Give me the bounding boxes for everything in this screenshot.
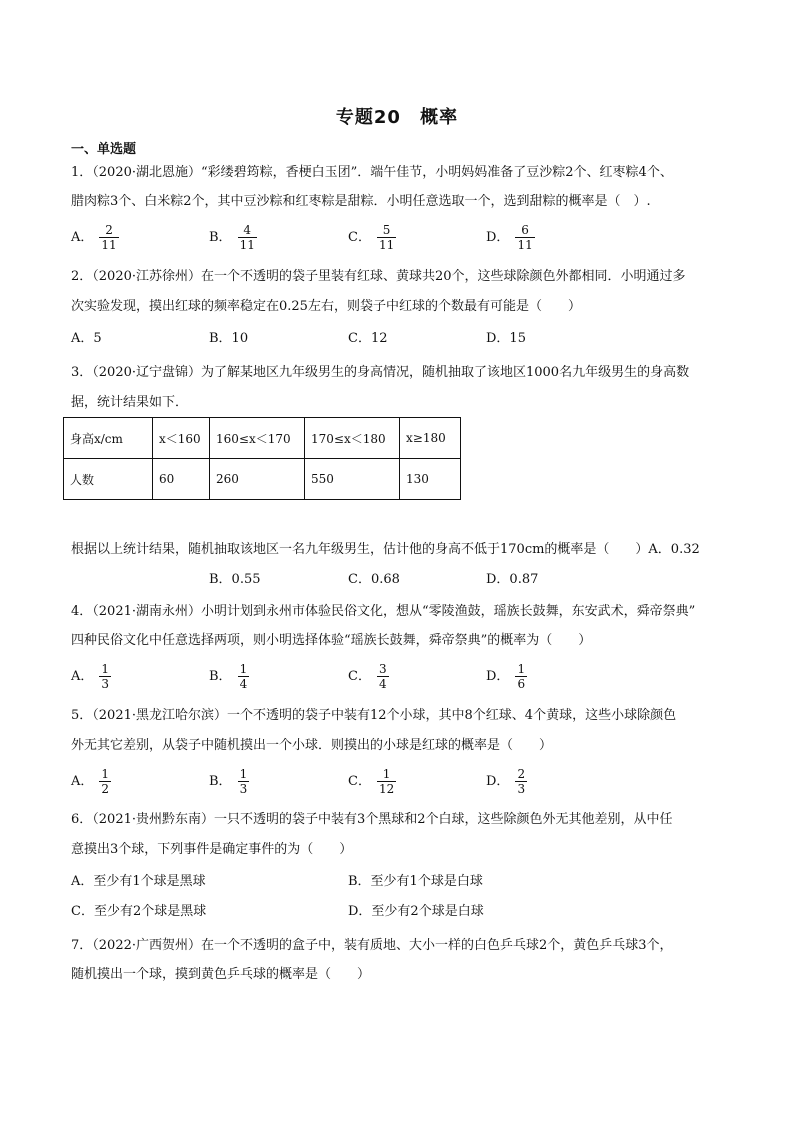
q3-option-b: B．0.55 <box>209 572 261 587</box>
q5-option-c: C． $\frac{1}{12}$ <box>348 767 395 796</box>
q1-option-c: C． $\frac{5}{11}$ <box>348 223 395 252</box>
table-cell: 130 <box>400 459 461 500</box>
q5-option-a: A． $\frac{1}{2}$ <box>71 767 110 796</box>
q5-line2: 外无其它差别，从袋子中随机摸出一个小球．则摸出的小球是红球的概率是（ ） <box>71 738 553 753</box>
q1-option-d: D． $\frac{6}{11}$ <box>486 223 533 252</box>
q1-option-b: B． $\frac{4}{11}$ <box>209 223 255 252</box>
table-header-row <box>64 418 461 459</box>
q7-line1: 7．（2022·广西贺州）在一个不透明的盒子中，装有质地、大小一样的白色乒乓球2个，黄色乒乓球3个， <box>71 938 673 953</box>
table-cell: 170≤x＜180 <box>305 418 400 459</box>
q2-option-b: B．10 <box>209 331 249 346</box>
q3-line1: 3．（2020·辽宁盘锦）为了解某地区九年级男生的身高情况，随机抽取了该地区1000名九年级男生的身高数 <box>71 365 690 380</box>
q6-option-c: C．至少有2个球是黑球 <box>71 904 207 919</box>
q3-line3: 根据以上统计结果，随机抽取该地区一名九年级男生，估计他的身高不低于170cm的概率是（ ）A．0.32 <box>71 542 700 557</box>
q4-option-b: B． $\frac{1}{4}$ <box>209 662 248 691</box>
q7-line2: 随机摸出一个球，摸到黄色乒乓球的概率是（ ） <box>71 967 371 982</box>
q2-line1: 2．（2020·江苏徐州）在一个不透明的袋子里装有红球、黄球共20个，这些球除颜色外都相同．小明通过多 <box>71 269 686 284</box>
q4-option-c: C． $\frac{3}{4}$ <box>348 662 387 691</box>
table-cell: 550 <box>305 459 400 500</box>
q6-line1: 6．（2021·贵州黔东南）一只不透明的袋子中装有3个黑球和2个白球，这些除颜色外无其他差别，从中任 <box>71 812 673 827</box>
title-topic-number: 专题20 <box>335 107 401 128</box>
q2-option-a: A．5 <box>71 331 102 346</box>
q2-line2: 次实验发现，摸出红球的频率稳定在0.25左右，则袋子中红球的个数最有可能是（ ） <box>71 299 581 314</box>
table-cell: 身高x/cm <box>64 418 153 459</box>
q1-line1: 1．（2020·湖北恩施）“彩缕碧筠粽，香梗白玉团”．端午佳节，小明妈妈准备了豆沙粽2个、红枣粽4个、 <box>71 165 673 180</box>
q3-option-d: D．0.87 <box>486 572 539 587</box>
q1-option-a: A． $\frac{2}{11}$ <box>71 223 117 252</box>
q1-line2: 腊肉粽3个、白米粽2个，其中豆沙粽和红枣粽是甜粽．小明任意选取一个，选到甜粽的概率是（ ）. <box>71 194 651 209</box>
q4-option-a: A． $\frac{1}{3}$ <box>71 662 110 691</box>
q6-option-a: A．至少有1个球是黑球 <box>71 874 206 889</box>
table-cell: x≥180 <box>400 418 461 459</box>
table-cell: 60 <box>153 459 210 500</box>
q3-line2: 据，统计结果如下． <box>71 395 189 410</box>
table-cell: 人数 <box>64 459 153 500</box>
q6-option-b: B．至少有1个球是白球 <box>348 874 483 889</box>
q2-option-d: D．15 <box>486 331 526 346</box>
title-topic-name: 概率 <box>420 107 459 128</box>
q5-option-b: B． $\frac{1}{3}$ <box>209 767 248 796</box>
q5-line1: 5．（2021·黑龙江哈尔滨）一个不透明的袋子中装有12个小球，其中8个红球、4个黄球，这些小球除颜色 <box>71 708 677 723</box>
page-title <box>0 103 794 129</box>
q4-option-d: D． $\frac{1}{6}$ <box>486 662 526 691</box>
table-cell: 260 <box>210 459 305 500</box>
section-heading: 一、单选题 <box>71 142 137 157</box>
q6-line2: 意摸出3个球，下列事件是确定事件的为（ ） <box>71 842 353 857</box>
q4-line1: 4．（2021·湖南永州）小明计划到永州市体验民俗文化，想从“零陵渔鼓，瑶族长鼓舞，东安武术，舜帝祭典” <box>71 604 696 619</box>
table-cell: x＜160 <box>153 418 210 459</box>
height-table <box>63 417 461 500</box>
q3-option-c: C．0.68 <box>348 572 400 587</box>
q6-option-d: D．至少有2个球是白球 <box>348 904 484 919</box>
q5-option-d: D． $\frac{2}{3}$ <box>486 767 526 796</box>
q4-line2: 四种民俗文化中任意选择两项，则小明选择体验“瑶族长鼓舞，舜帝祭典”的概率为（ ） <box>71 633 592 648</box>
table-row <box>64 459 461 500</box>
q2-option-c: C．12 <box>348 331 388 346</box>
table-cell: 160≤x＜170 <box>210 418 305 459</box>
